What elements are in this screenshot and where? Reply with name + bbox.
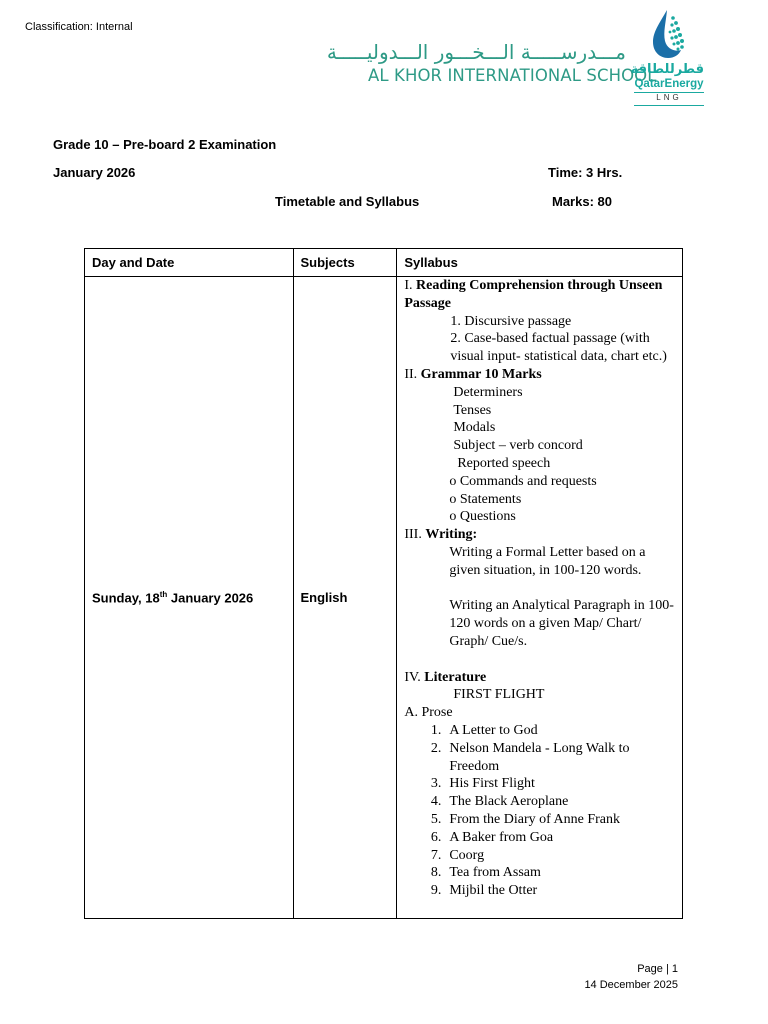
- list-item: Subject – verb concord: [453, 438, 583, 454]
- column-header-subjects: Subjects: [293, 249, 397, 277]
- list-item: [404, 847, 676, 865]
- classification-label: Classification: Internal: [25, 21, 133, 33]
- list-item-text: A Letter to God: [449, 722, 538, 738]
- table-row: [85, 277, 683, 919]
- list-item-text: A Baker from Goa: [449, 829, 554, 845]
- list-item: [404, 722, 676, 740]
- logo-divider-bottom: [634, 105, 704, 106]
- list-item: o Questions: [449, 509, 516, 525]
- list-item: Writing a Formal Letter based on a given situation, in 100-120 words.: [449, 544, 646, 578]
- page-number: Page | 1: [637, 963, 678, 975]
- list-item-number: 9.: [430, 883, 442, 899]
- list-item-text: Tea from Assam: [449, 865, 541, 881]
- section-number: III.: [404, 527, 426, 543]
- syllabus-cell: [397, 277, 683, 919]
- list-item-number: 2.: [430, 740, 442, 756]
- list-item-number: 4.: [430, 794, 442, 810]
- prose-label: A. Prose: [404, 705, 453, 721]
- list-item-text: Nelson Mandela - Long Walk to Freedom: [449, 740, 630, 774]
- list-item: Writing an Analytical Paragraph in 100-120 words on a given Map/ Chart/ Graph/ Cue/s.: [449, 598, 674, 649]
- list-item: Tenses: [453, 402, 492, 418]
- column-header-day: Day and Date: [85, 249, 294, 277]
- exam-title: Grade 10 – Pre-board 2 Examination: [53, 137, 277, 152]
- section-title: Reading Comprehension through Unseen Passage: [404, 278, 663, 311]
- timetable: [84, 248, 683, 919]
- list-item: 1. Discursive passage: [450, 313, 572, 329]
- list-item: Modals: [453, 420, 496, 436]
- list-item: [404, 882, 676, 900]
- section-title: Writing:: [425, 527, 478, 543]
- school-arabic-name: مـــدرســـــة الـــخـــور الـــدوليـــــة: [326, 40, 626, 64]
- qatarenergy-english-name: QatarEnergy: [634, 78, 704, 90]
- section-grammar: [404, 366, 676, 384]
- section-literature: [404, 669, 676, 687]
- spacer: [404, 651, 676, 669]
- list-item-text: From the Diary of Anne Frank: [449, 811, 621, 827]
- qatarenergy-arabic-name: قطرللطاقة: [630, 62, 704, 77]
- list-item: Determiners: [453, 384, 523, 400]
- list-item-number: 8.: [430, 865, 442, 881]
- section-title: Literature: [424, 669, 487, 685]
- water-drop-icon: [649, 8, 689, 60]
- list-item: [404, 829, 676, 847]
- day-date-suffix: th: [159, 589, 168, 599]
- list-item: [404, 793, 676, 811]
- list-item: [404, 864, 676, 882]
- list-item: o Commands and requests: [449, 473, 597, 489]
- list-item-text: His First Flight: [449, 776, 535, 792]
- list-item: [404, 811, 676, 829]
- book-title: FIRST FLIGHT: [453, 687, 545, 703]
- section-number: II.: [404, 366, 421, 382]
- school-logo: [326, 40, 657, 90]
- list-item-text: Coorg: [449, 847, 485, 863]
- subject-cell: English: [293, 277, 397, 919]
- column-header-syllabus: Syllabus: [397, 249, 683, 277]
- school-english-name: AL KHOR INTERNATIONAL SCHOOL: [368, 66, 657, 85]
- section-writing: [404, 526, 676, 544]
- list-item-number: 1.: [430, 722, 442, 738]
- list-item-number: 6.: [430, 829, 442, 845]
- table-header-row: [85, 249, 683, 277]
- day-date-month: January 2026: [167, 590, 254, 606]
- spacer: [404, 580, 676, 598]
- qatarenergy-logo: [632, 8, 706, 100]
- list-item-text: Mijbil the Otter: [449, 883, 538, 899]
- list-item: 2. Case-based factual passage (with visual input- statistical data, chart etc.): [450, 331, 667, 365]
- list-item: o Statements: [449, 491, 522, 507]
- exam-time: Time: 3 Hrs.: [548, 165, 623, 180]
- day-date-text: Sunday, 18: [92, 590, 160, 606]
- lng-label: LNG: [656, 93, 682, 102]
- list-item-number: 5.: [430, 811, 442, 827]
- exam-marks: Marks: 80: [552, 194, 612, 209]
- footer-date: 14 December 2025: [584, 979, 678, 991]
- list-item: [404, 740, 676, 776]
- prose-list: [404, 722, 676, 900]
- document-title: Timetable and Syllabus: [275, 194, 420, 209]
- section-title: Grammar 10 Marks: [420, 366, 542, 382]
- section-number: I.: [404, 278, 416, 293]
- day-and-date-cell: [85, 277, 294, 919]
- list-item-number: 3.: [430, 776, 442, 792]
- section-number: IV.: [404, 669, 425, 685]
- list-item-text: The Black Aeroplane: [449, 794, 569, 810]
- list-item-number: 7.: [430, 847, 442, 863]
- exam-month: January 2026: [53, 165, 136, 180]
- list-item: Reported speech: [457, 455, 551, 471]
- list-item: [404, 775, 676, 793]
- section-reading: [404, 277, 676, 313]
